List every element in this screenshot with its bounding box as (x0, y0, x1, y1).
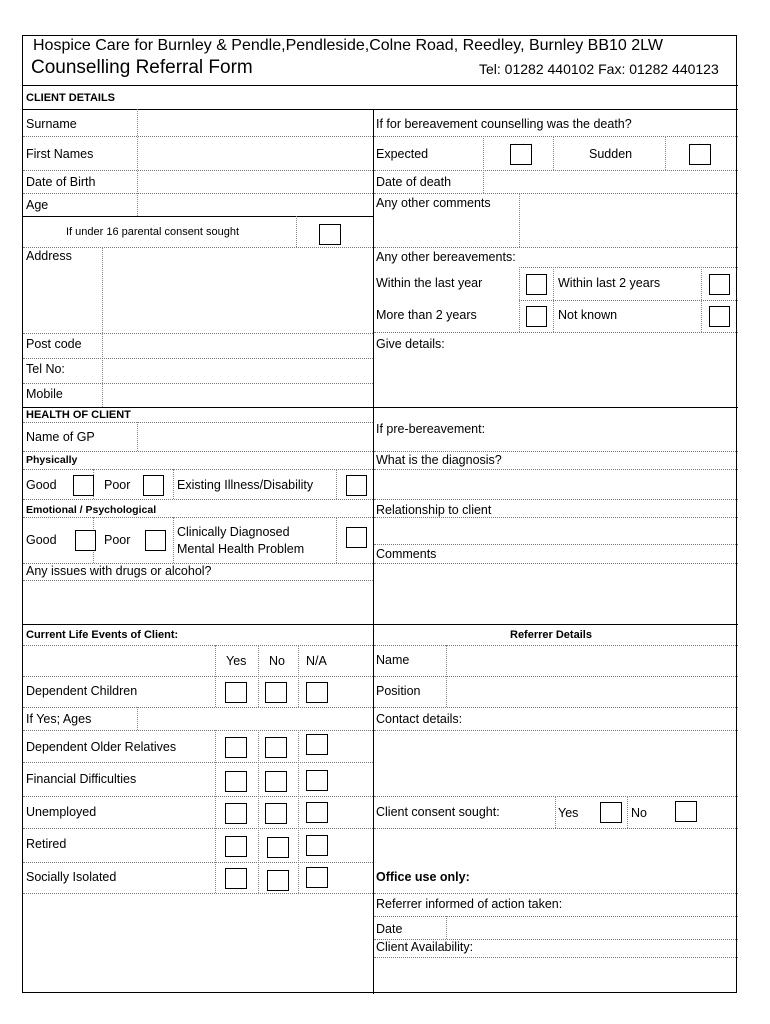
financial-yes[interactable] (225, 771, 247, 792)
not-known-label: Not known (558, 308, 618, 322)
within-last-year-label: Within the last year (376, 276, 483, 290)
sudden-label: Sudden (589, 147, 633, 161)
dependent-older-yes[interactable] (225, 737, 247, 758)
dob-label: Date of Birth (26, 175, 96, 189)
diagnosis-label: What is the diagnosis? (376, 453, 502, 467)
financial-label: Financial Difficulties (26, 772, 137, 786)
within-2-years-checkbox[interactable] (709, 274, 730, 295)
consent-no-label: No (631, 806, 647, 820)
expected-label: Expected (376, 147, 429, 161)
referrer-contact-label: Contact details: (376, 712, 463, 726)
consent-yes-checkbox[interactable] (600, 802, 622, 823)
existing-illness-label: Existing Illness/Disability (177, 478, 314, 492)
more-than-2-checkbox[interactable] (526, 306, 547, 327)
consent-yes-label: Yes (558, 806, 579, 820)
unemployed-label: Unemployed (26, 805, 97, 819)
first-names-label: First Names (26, 147, 94, 161)
other-bereavements-label: Any other bereavements: (376, 250, 516, 264)
age-label: Age (26, 198, 49, 212)
na-column-header: N/A (306, 654, 327, 668)
isolated-na[interactable] (306, 867, 328, 888)
expected-checkbox[interactable] (510, 144, 532, 165)
if-yes-ages-label: If Yes; Ages (26, 712, 92, 726)
within-last-year-checkbox[interactable] (526, 274, 547, 295)
gp-label: Name of GP (26, 430, 95, 444)
referrer-informed-label: Referrer informed of action taken: (376, 897, 563, 911)
referrer-name-label: Name (376, 653, 410, 667)
clinical-label-line1: Clinically Diagnosed (177, 525, 290, 539)
within-2-years-label: Within last 2 years (558, 276, 661, 290)
comments-label: Comments (376, 547, 437, 561)
retired-label: Retired (26, 837, 67, 851)
more-than-2-label: More than 2 years (376, 308, 477, 322)
client-availability-label: Client Availability: (376, 940, 474, 954)
unemployed-no[interactable] (265, 803, 287, 824)
give-details-label: Give details: (376, 337, 445, 351)
dependent-children-label: Dependent Children (26, 684, 138, 698)
physically-label: Physically (26, 454, 78, 466)
retired-no[interactable] (267, 837, 289, 858)
contact-numbers: Tel: 01282 440102 Fax: 01282 440123 (479, 61, 719, 77)
drugs-alcohol-label: Any issues with drugs or alcohol? (26, 564, 212, 578)
emotional-good-checkbox[interactable] (75, 530, 96, 551)
life-events-heading: Current Life Events of Client: (26, 629, 179, 641)
clinical-label-line2: Mental Health Problem (177, 542, 305, 556)
referrer-position-label: Position (376, 684, 421, 698)
sudden-checkbox[interactable] (689, 144, 711, 165)
surname-label: Surname (26, 117, 77, 131)
retired-na[interactable] (306, 835, 328, 856)
mobile-label: Mobile (26, 387, 63, 401)
physical-good-checkbox[interactable] (73, 475, 94, 496)
isolated-no[interactable] (267, 870, 289, 891)
dependent-children-no[interactable] (265, 682, 287, 703)
other-comments-label: Any other comments (376, 196, 491, 210)
office-use-heading: Office use only: (376, 870, 470, 884)
health-heading: HEALTH OF CLIENT (26, 409, 131, 421)
dependent-children-yes[interactable] (225, 682, 247, 703)
relationship-label: Relationship to client (376, 503, 492, 517)
isolated-yes[interactable] (225, 868, 247, 889)
address-label: Address (26, 249, 72, 263)
tel-label: Tel No: (26, 362, 65, 376)
financial-no[interactable] (265, 771, 287, 792)
physical-poor-checkbox[interactable] (143, 475, 164, 496)
dependent-older-no[interactable] (265, 737, 287, 758)
financial-na[interactable] (306, 770, 328, 791)
client-consent-label: Client consent sought: (376, 805, 500, 819)
not-known-checkbox[interactable] (709, 306, 730, 327)
pre-bereavement-label: If pre-bereavement: (376, 422, 486, 436)
date-of-death-label: Date of death (376, 175, 452, 189)
dependent-children-na[interactable] (306, 682, 328, 703)
no-column-header: No (269, 654, 285, 668)
retired-yes[interactable] (225, 836, 247, 857)
emotional-label: Emotional / Psychological (26, 504, 157, 516)
dependent-older-label: Dependent Older Relatives (26, 740, 177, 754)
referrer-heading: Referrer Details (510, 629, 592, 641)
bereavement-question: If for bereavement counselling was the death? (376, 117, 632, 131)
emotional-good-label: Good (26, 533, 57, 547)
under16-consent-label: If under 16 parental consent sought (66, 226, 240, 238)
physical-poor-label: Poor (104, 478, 131, 492)
unemployed-yes[interactable] (225, 803, 247, 824)
physical-good-label: Good (26, 478, 57, 492)
form-title: Counselling Referral Form (31, 57, 253, 78)
dependent-older-na[interactable] (306, 734, 328, 755)
isolated-label: Socially Isolated (26, 870, 117, 884)
clinical-checkbox[interactable] (346, 527, 367, 548)
unemployed-na[interactable] (306, 802, 328, 823)
post-code-label: Post code (26, 337, 82, 351)
under16-consent-checkbox[interactable] (319, 224, 341, 245)
yes-column-header: Yes (226, 654, 247, 668)
client-details-heading: CLIENT DETAILS (26, 92, 116, 104)
emotional-poor-checkbox[interactable] (145, 530, 166, 551)
emotional-poor-label: Poor (104, 533, 131, 547)
office-date-label: Date (376, 922, 403, 936)
organisation-address: Hospice Care for Burnley & Pendle,Pendleside,Colne Road, Reedley, Burnley BB10 2LW (33, 37, 663, 54)
existing-illness-checkbox[interactable] (346, 475, 367, 496)
referral-form (22, 35, 737, 993)
consent-no-checkbox[interactable] (675, 801, 697, 822)
